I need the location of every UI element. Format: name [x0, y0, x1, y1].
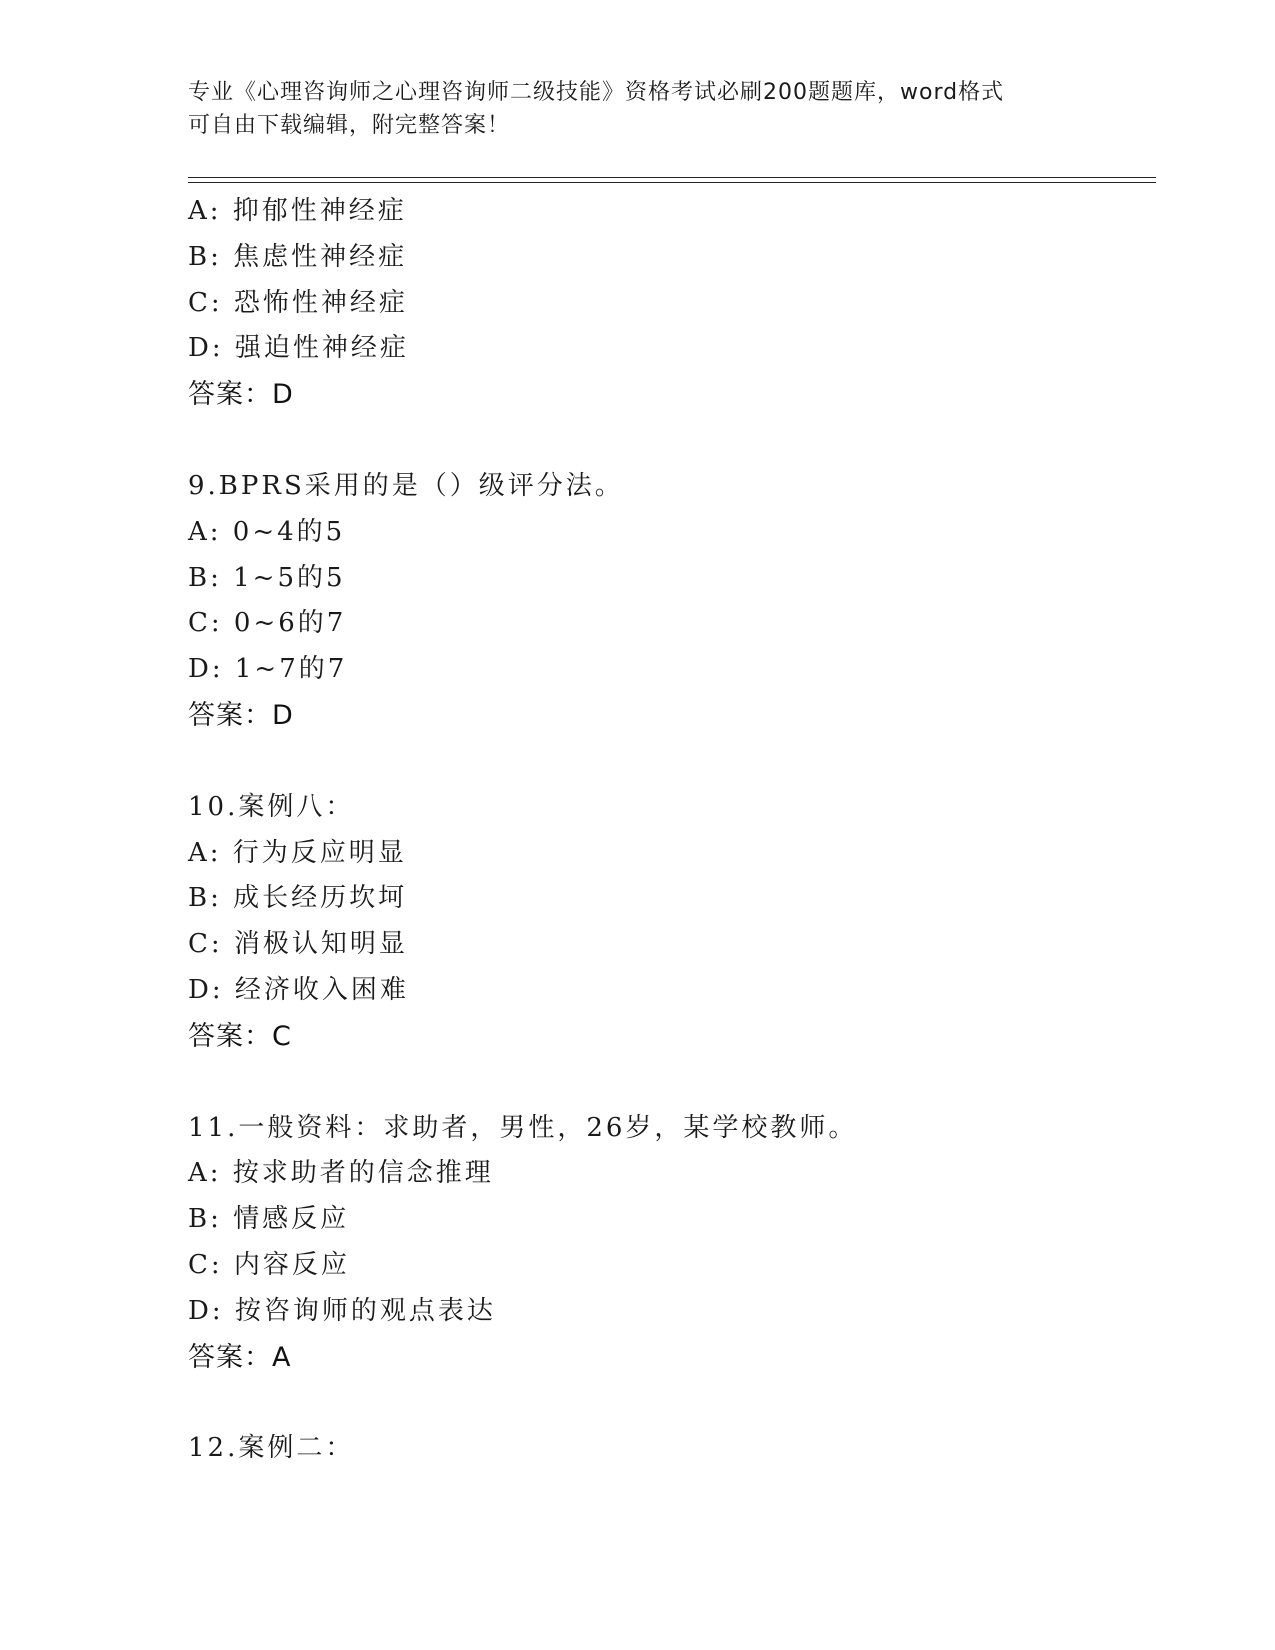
option-b: B: 情感反应	[188, 1204, 350, 1235]
option-d: D: 1~7的7	[188, 654, 348, 685]
option-c: C: 0~6的7	[188, 608, 347, 639]
option-a: A: 行为反应明显	[188, 837, 407, 868]
header-line-1: 专业《心理咨询师之心理咨询师二级技能》资格考试必刷200题题库，word格式	[188, 80, 1005, 105]
question-12	[188, 1426, 1148, 1472]
option-a: A: 抑郁性神经症	[188, 196, 407, 226]
option-a: A: 0~4的5	[188, 516, 346, 547]
header-divider-top	[188, 177, 1156, 178]
option-d: D: 经济收入困难	[188, 974, 409, 1005]
question-stem: 9.BPRS采用的是（）级评分法。	[188, 470, 624, 501]
option-a: A: 按求助者的信念推理	[188, 1158, 494, 1189]
option-c: C: 消极认知明显	[188, 929, 408, 960]
option-b: B: 成长经历坎坷	[188, 883, 408, 914]
option-b: B: 1~5的5	[188, 562, 346, 593]
option-c: C: 内容反应	[188, 1249, 350, 1280]
question-list	[188, 189, 1148, 1518]
question-10	[188, 785, 1148, 1060]
option-d: D: 按咨询师的观点表达	[188, 1295, 496, 1326]
option-d: D: 强迫性神经症	[188, 333, 409, 364]
question-stem: 12.案例二：	[188, 1433, 355, 1464]
question-8	[188, 189, 1148, 418]
answer-line: 答案：A	[188, 1341, 292, 1373]
option-b: B: 焦虑性神经症	[188, 241, 408, 272]
answer-line: 答案：D	[188, 379, 294, 411]
answer-line: 答案：D	[188, 699, 294, 731]
header-divider-bottom	[188, 182, 1156, 183]
question-stem: 11.一般资料：求助者，男性，26岁，某学校教师。	[188, 1112, 858, 1143]
answer-line: 答案：C	[188, 1020, 292, 1052]
header-line-2: 可自由下载编辑，附完整答案！	[188, 113, 511, 138]
question-9	[188, 464, 1148, 739]
option-c: C: 恐怖性神经症	[188, 287, 408, 318]
question-11	[188, 1106, 1148, 1381]
document-header	[188, 76, 1088, 142]
question-stem: 10.案例八：	[188, 791, 355, 822]
